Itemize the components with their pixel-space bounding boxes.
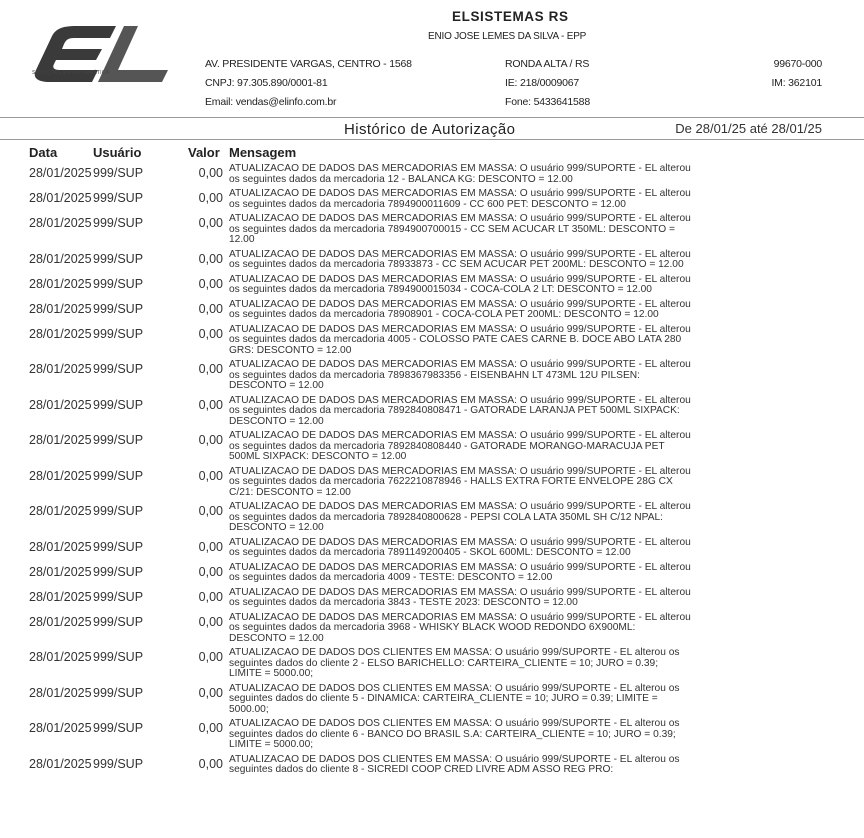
row-message: ATUALIZACAO DE DADOS DAS MERCADORIAS EM MASSA: O usuário 999/SUPORTE - EL alterou os seguintes dados da mercadoria 3968 - WHISKY BLACK WOOD REDONDO 6X900ML: DESCONTO = 12.00 — [229, 611, 691, 644]
table-row — [0, 250, 864, 271]
row-user: 999/SUP — [93, 301, 144, 316]
row-date: 28/01/2025 — [29, 166, 92, 180]
company-cnpj: CNPJ: 97.305.890/0001-81 — [205, 77, 328, 89]
row-date: 28/01/2025 — [29, 685, 92, 700]
row-user: 999/SUP — [93, 362, 144, 376]
row-date: 28/01/2025 — [29, 276, 92, 291]
row-message: ATUALIZACAO DE DADOS DAS MERCADORIAS EM MASSA: O usuário 999/SUPORTE - EL alterou os seguintes dados da mercadoria 7894900015034 - COCA-COLA 2 LT: DESCONTO = 12.00 — [229, 273, 691, 295]
row-message: ATUALIZACAO DE DADOS DAS MERCADORIAS EM MASSA: O usuário 999/SUPORTE - EL alterou os seguintes dados da mercadoria 7891149200405 - SKOL 600ML: DESCONTO = 12.00 — [229, 536, 691, 558]
company-city: RONDA ALTA / RS — [505, 58, 590, 70]
row-date: 28/01/2025 — [29, 721, 92, 735]
company-phone: Fone: 5433641588 — [505, 96, 590, 108]
table-row — [0, 588, 864, 609]
row-value: 0,00 — [198, 564, 223, 579]
table-row — [0, 396, 864, 428]
row-user: 999/SUP — [93, 614, 144, 629]
row-value: 0,00 — [198, 756, 223, 771]
row-user: 999/SUP — [93, 468, 144, 483]
row-value: 0,00 — [198, 301, 223, 316]
row-user: 999/SUP — [93, 433, 144, 447]
row-value: 0,00 — [198, 539, 223, 554]
row-value: 0,00 — [198, 650, 223, 664]
table-row — [0, 300, 864, 321]
row-date: 28/01/2025 — [29, 191, 92, 205]
row-user: 999/SUP — [93, 589, 144, 604]
row-message: ATUALIZACAO DE DADOS DAS MERCADORIAS EM MASSA: O usuário 999/SUPORTE - EL alterou os seguintes dados da mercadoria 7894900011609 - CC 600 PET: DESCONTO = 12.00 — [229, 188, 691, 210]
row-date: 28/01/2025 — [29, 326, 92, 341]
table-row — [0, 563, 864, 584]
row-date: 28/01/2025 — [29, 216, 92, 230]
row-date: 28/01/2025 — [29, 468, 92, 483]
row-message: ATUALIZACAO DE DADOS DAS MERCADORIAS EM MASSA: O usuário 999/SUPORTE - EL alterou os seguintes dados da mercadoria 4009 - TESTE: DESCONTO = 12.00 — [229, 561, 691, 583]
row-date: 28/01/2025 — [29, 650, 92, 664]
report-title: Histórico de Autorização — [344, 121, 516, 138]
row-message: ATUALIZACAO DE DADOS DAS MERCADORIAS EM MASSA: O usuário 999/SUPORTE - EL alterou os seguintes dados da mercadoria 7892840808440 - GATORADE MORANGO-MARACUJA PET 500ML SIXPACK: DESCONTO = 12.00 — [229, 430, 691, 462]
table-row — [0, 648, 864, 680]
company-address: AV. PRESIDENTE VARGAS, CENTRO - 1568 — [205, 58, 412, 70]
column-header-date: Data — [29, 145, 58, 160]
row-message: ATUALIZACAO DE DADOS DAS MERCADORIAS EM MASSA: O usuário 999/SUPORTE - EL alterou os seguintes dados da mercadoria 4005 - COLOSSO PATE CAES CARNE B. DOCE ABO LATA 280 GRS: DESCONTO = 12.00 — [229, 323, 691, 356]
row-value: 0,00 — [198, 433, 223, 447]
row-message: ATUALIZACAO DE DADOS DAS MERCADORIAS EM MASSA: O usuário 999/SUPORTE - EL alterou os seguintes dados da mercadoria 7892840808471 - GATORADE LARANJA PET 500ML SIXPACK: DESCONTO = 12.00 — [229, 394, 691, 427]
row-user: 999/SUP — [93, 166, 144, 180]
row-value: 0,00 — [198, 191, 223, 205]
row-user: 999/SUP — [93, 721, 144, 735]
row-message: ATUALIZACAO DE DADOS DOS CLIENTES EM MASSA: O usuário 999/SUPORTE - EL alterou os seguintes dados do cliente 8 - SICREDI COOP CRED LIVRE ADM ASSO REG PRO: — [229, 753, 680, 775]
row-user: 999/SUP — [93, 504, 144, 518]
row-user: 999/SUP — [93, 756, 144, 771]
row-message: ATUALIZACAO DE DADOS DOS CLIENTES EM MASSA: O usuário 999/SUPORTE - EL alterou os seguintes dados do cliente 2 - ELSO BARICHELLO: CARTEIRA_CLIENTE = 10; JURO = 0.39; LIMITE = 5000.00; — [229, 647, 680, 679]
company-im: IM: 362101 — [771, 77, 822, 89]
row-user: 999/SUP — [93, 397, 144, 412]
logo-subtitle: SOLUÇÕES EM INFORMÁTICA — [32, 70, 110, 76]
row-message: ATUALIZACAO DE DADOS DAS MERCADORIAS EM MASSA: O usuário 999/SUPORTE - EL alterou os seguintes dados da mercadoria 78908901 - COCA-COLA PET 200ML: DESCONTO = 12.00 — [229, 298, 691, 320]
row-message: ATUALIZACAO DE DADOS DAS MERCADORIAS EM MASSA: O usuário 999/SUPORTE - EL alterou os seguintes dados da mercadoria 7894900700015 - CC SEM ACUCAR LT 350ML: DESCONTO = 12.00 — [229, 213, 691, 245]
row-date: 28/01/2025 — [29, 251, 92, 266]
row-value: 0,00 — [198, 397, 223, 412]
row-message: ATUALIZACAO DE DADOS DAS MERCADORIAS EM MASSA: O usuário 999/SUPORTE - EL alterou os seguintes dados da mercadoria 3843 - TESTE 2023: DESCONTO = 12.00 — [229, 586, 691, 608]
row-value: 0,00 — [198, 326, 223, 341]
row-date: 28/01/2025 — [29, 564, 92, 579]
table-row — [0, 360, 864, 392]
row-value: 0,00 — [198, 614, 223, 629]
company-email: Email: vendas@elinfo.com.br — [205, 96, 337, 108]
table-row — [0, 467, 864, 499]
column-header-user: Usuário — [93, 145, 142, 160]
table-row — [0, 684, 864, 716]
row-user: 999/SUP — [93, 251, 144, 266]
history-table — [0, 164, 864, 780]
company-ie: IE: 218/0009067 — [505, 77, 580, 89]
row-message: ATUALIZACAO DE DADOS DOS CLIENTES EM MASSA: O usuário 999/SUPORTE - EL alterou os seguintes dados do cliente 6 - BANCO DO BRASIL S.A: CARTEIRA_CLIENTE = 10; JURO = 0.39; LIMITE = 5000.00; — [229, 718, 680, 750]
row-message: ATUALIZACAO DE DADOS DAS MERCADORIAS EM MASSA: O usuário 999/SUPORTE - EL alterou os seguintes dados da mercadoria 7892840800628 - PEPSI COLA LATA 350ML SH C/12 NPAL: DESCONTO = 12.00 — [229, 501, 691, 533]
row-date: 28/01/2025 — [29, 397, 92, 412]
el-logo-icon — [28, 22, 190, 94]
company-owner: ENIO JOSE LEMES DA SILVA - EPP — [428, 31, 587, 42]
row-value: 0,00 — [198, 468, 223, 483]
table-row — [0, 189, 864, 210]
column-header-value: Valor — [188, 145, 220, 160]
row-message: ATUALIZACAO DE DADOS DAS MERCADORIAS EM MASSA: O usuário 999/SUPORTE - EL alterou os seguintes dados da mercadoria 7898367983356 - EISENBAHN LT 473ML 12U PILSEN: DESCONTO = 12.00 — [229, 359, 691, 391]
table-row — [0, 214, 864, 246]
row-date: 28/01/2025 — [29, 362, 92, 376]
row-value: 0,00 — [198, 276, 223, 291]
row-user: 999/SUP — [93, 326, 144, 341]
table-row — [0, 275, 864, 296]
row-message: ATUALIZACAO DE DADOS DAS MERCADORIAS EM MASSA: O usuário 999/SUPORTE - EL alterou os seguintes dados da mercadoria 12 - BALANCA KG: DESCONTO = 12.00 — [229, 163, 691, 185]
row-user: 999/SUP — [93, 191, 144, 205]
row-value: 0,00 — [198, 685, 223, 700]
row-value: 0,00 — [198, 251, 223, 266]
title-divider — [0, 139, 864, 140]
table-row — [0, 431, 864, 463]
company-logo — [28, 22, 190, 94]
table-row — [0, 538, 864, 559]
row-value: 0,00 — [198, 362, 223, 376]
row-value: 0,00 — [198, 589, 223, 604]
row-user: 999/SUP — [93, 685, 144, 700]
row-user: 999/SUP — [93, 564, 144, 579]
row-value: 0,00 — [198, 721, 223, 735]
row-user: 999/SUP — [93, 216, 144, 230]
row-value: 0,00 — [198, 166, 223, 180]
row-date: 28/01/2025 — [29, 614, 92, 629]
header-divider — [0, 117, 864, 118]
row-date: 28/01/2025 — [29, 756, 92, 771]
table-row — [0, 164, 864, 185]
row-date: 28/01/2025 — [29, 433, 92, 447]
row-message: ATUALIZACAO DE DADOS DOS CLIENTES EM MASSA: O usuário 999/SUPORTE - EL alterou os seguintes dados do cliente 5 - DINAMICA: CARTEIRA_CLIENTE = 10; JURO = 0.39; LIMITE = 5000.00; — [229, 682, 680, 715]
row-date: 28/01/2025 — [29, 589, 92, 604]
row-value: 0,00 — [198, 216, 223, 230]
row-message: ATUALIZACAO DE DADOS DAS MERCADORIAS EM MASSA: O usuário 999/SUPORTE - EL alterou os seguintes dados da mercadoria 7622210878946 - HALLS EXTRA FORTE ENVELOPE 28G CX C/21: DESCONTO = 12.00 — [229, 465, 691, 498]
row-date: 28/01/2025 — [29, 539, 92, 554]
row-date: 28/01/2025 — [29, 504, 92, 518]
report-date-range: De 28/01/25 até 28/01/25 — [675, 121, 822, 136]
table-row — [0, 719, 864, 751]
row-message: ATUALIZACAO DE DADOS DAS MERCADORIAS EM MASSA: O usuário 999/SUPORTE - EL alterou os seguintes dados da mercadoria 78933873 - CC SEM ACUCAR PET 200ML: DESCONTO = 12.00 — [229, 248, 691, 270]
table-row — [0, 755, 864, 776]
row-user: 999/SUP — [93, 276, 144, 291]
table-row — [0, 613, 864, 645]
row-user: 999/SUP — [93, 539, 144, 554]
table-row — [0, 502, 864, 534]
column-header-message: Mensagem — [229, 145, 297, 160]
company-cep: 99670-000 — [773, 58, 822, 70]
table-row — [0, 325, 864, 357]
company-name: ELSISTEMAS RS — [452, 9, 569, 24]
row-date: 28/01/2025 — [29, 301, 92, 316]
row-user: 999/SUP — [93, 650, 144, 664]
row-value: 0,00 — [198, 504, 223, 518]
